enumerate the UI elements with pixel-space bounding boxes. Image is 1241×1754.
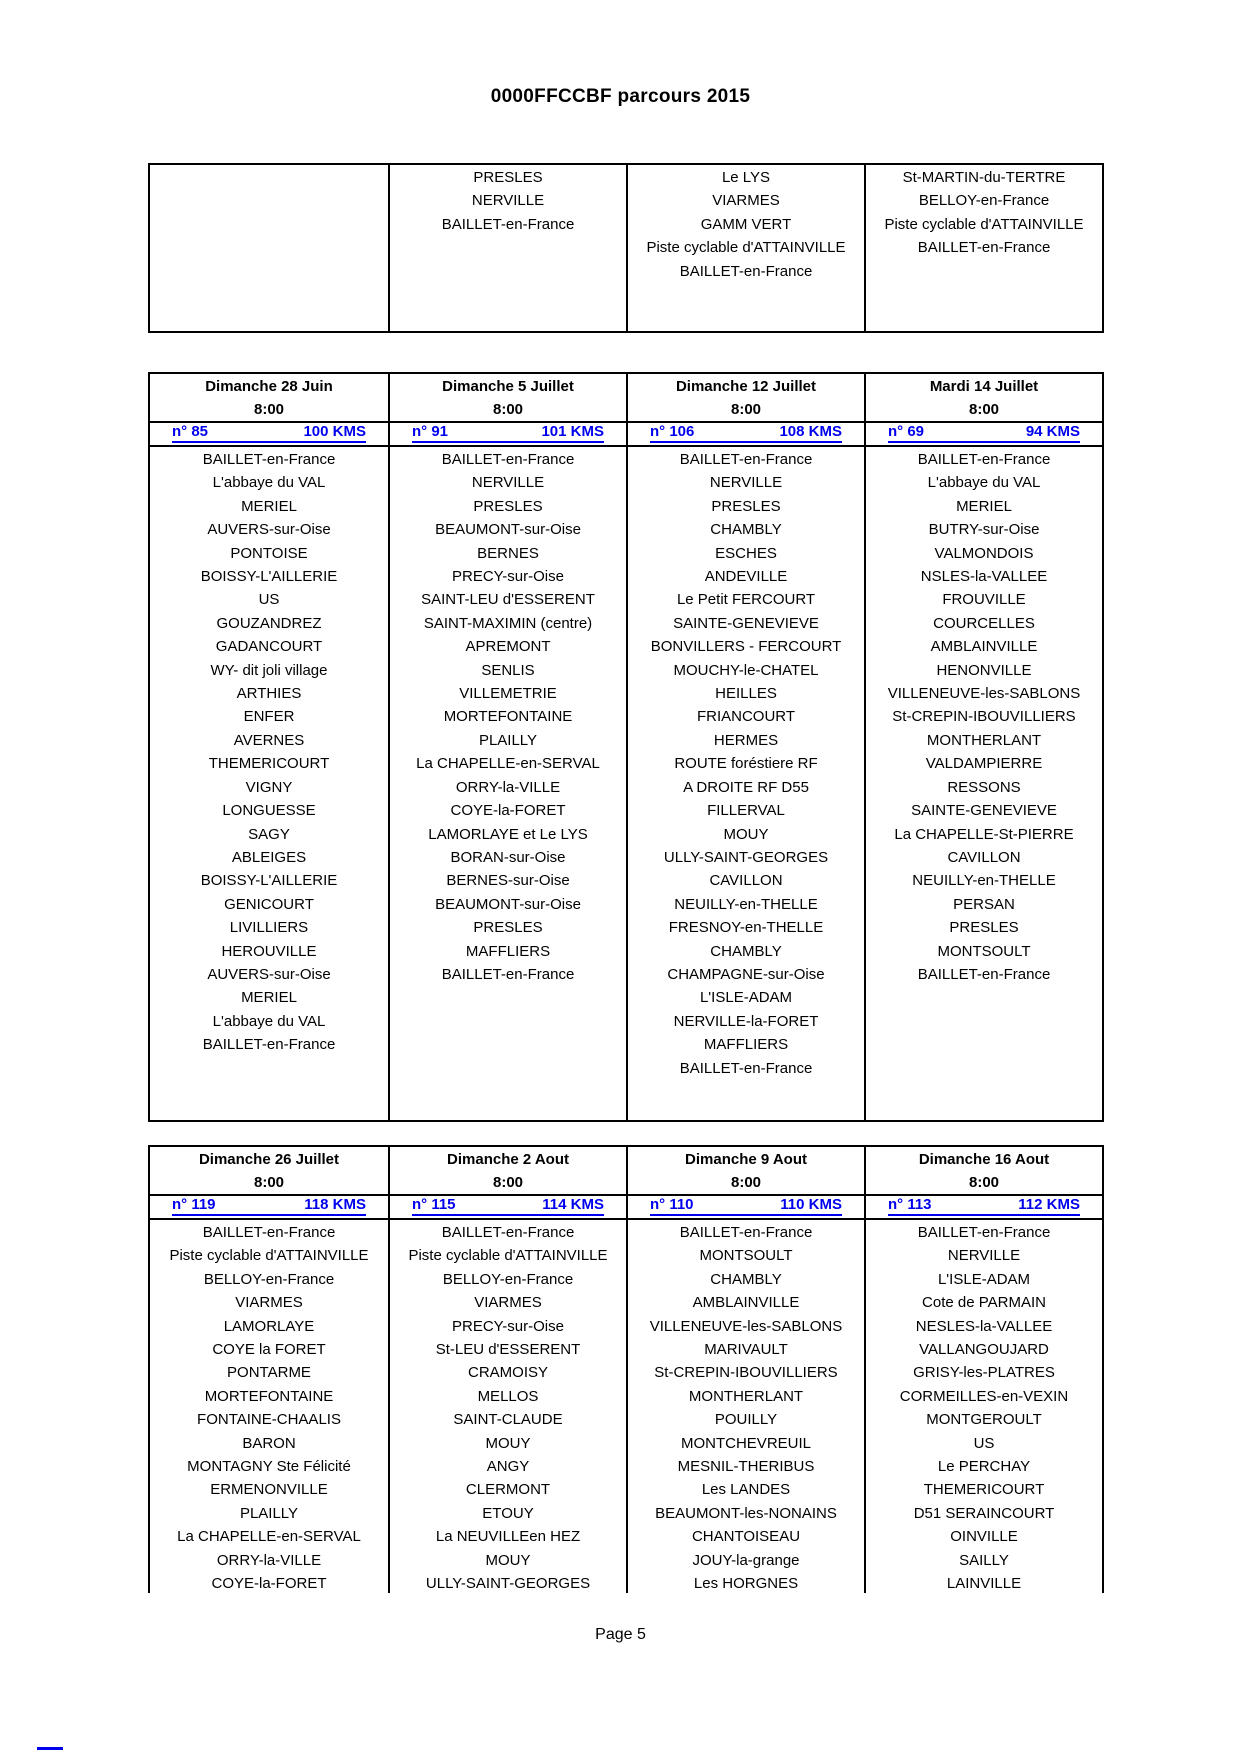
town-row: LAMORLAYE et Le LYS — [428, 825, 588, 843]
town-row: CAVILLON — [947, 848, 1021, 866]
town-row: BAILLET-en-France — [917, 1224, 1051, 1241]
town-row: VIARMES — [712, 192, 780, 210]
town-row: MESNIL-THERIBUS — [677, 1458, 815, 1476]
town-row: FRIANCOURT — [696, 708, 796, 726]
route-column — [388, 1147, 626, 1593]
town-row: HEILLES — [715, 685, 777, 703]
town-row: NEUILLY-en-THELLE — [912, 872, 1056, 890]
route-distance: 108 KMS — [779, 423, 842, 440]
town-row: VALLANGOUJARD — [919, 1341, 1049, 1359]
route-link[interactable] — [650, 1196, 842, 1216]
route-link[interactable] — [650, 423, 842, 443]
town-row: L'abbaye du VAL — [927, 474, 1041, 492]
town-row: MONTGEROULT — [926, 1411, 1042, 1429]
town-row: AMBLAINVILLE — [930, 638, 1038, 656]
town-row: NERVILLE — [471, 474, 545, 492]
town-row: BAILLET-en-France — [441, 1224, 575, 1241]
town-row: Les LANDES — [701, 1481, 791, 1499]
town-row: NERVILLE — [471, 192, 545, 210]
route-distance: 118 KMS — [304, 1196, 366, 1213]
route-distance: 94 KMS — [1025, 423, 1080, 440]
town-row: Le PERCHAY — [937, 1458, 1031, 1476]
town-row: APREMONT — [465, 638, 551, 656]
town-row: MERIEL — [241, 497, 297, 515]
town-row: PRESLES — [473, 919, 543, 937]
route-time: 8:00 — [492, 401, 524, 418]
route-row — [628, 423, 864, 447]
route-time: 8:00 — [968, 1174, 1000, 1191]
town-row: SAINT-LEU d'ESSERENT — [421, 591, 595, 609]
town-row: BERNES-sur-Oise — [446, 872, 570, 890]
town-list — [150, 165, 388, 166]
town-row: BAILLET-en-France — [679, 451, 813, 468]
town-row: BONVILLERS - FERCOURT — [650, 638, 842, 656]
route-row — [866, 423, 1102, 447]
column-header — [390, 1147, 626, 1196]
route-column — [150, 165, 388, 331]
town-list — [866, 1220, 1102, 1593]
town-row: MOUY — [485, 1434, 531, 1452]
town-row: CHAMBLY — [710, 521, 782, 539]
town-row: BAILLET-en-France — [441, 965, 575, 983]
town-row: MONTAGNY Ste Félicité — [187, 1458, 351, 1476]
route-time: 8:00 — [730, 401, 762, 418]
town-row: PRESLES — [949, 919, 1019, 937]
town-row: MELLOS — [477, 1387, 539, 1405]
town-row: PONTOISE — [230, 544, 308, 562]
town-row: SAINT-CLAUDE — [453, 1411, 563, 1429]
town-row: ANGY — [486, 1458, 530, 1476]
town-row: COURCELLES — [933, 614, 1035, 632]
town-row: MAFFLIERS — [465, 942, 551, 960]
route-link[interactable] — [172, 423, 366, 443]
town-row: SENLIS — [481, 661, 535, 679]
town-row: ERMENONVILLE — [210, 1481, 328, 1499]
town-row: US — [258, 591, 280, 609]
route-row — [390, 1196, 626, 1220]
town-row: BAILLET-en-France — [917, 239, 1051, 257]
town-row: L'abbaye du VAL — [212, 1012, 326, 1030]
town-list — [390, 165, 626, 236]
column-header — [150, 1147, 388, 1196]
town-row: MOUCHY-le-CHATEL — [673, 661, 819, 679]
town-row: VIARMES — [474, 1294, 542, 1312]
town-row: D51 SERAINCOURT — [913, 1504, 1055, 1522]
town-list — [150, 1220, 388, 1593]
town-row: Piste cyclable d'ATTAINVILLE — [169, 1247, 369, 1265]
route-link[interactable] — [412, 423, 604, 443]
town-row: VIGNY — [245, 778, 293, 796]
town-row: MONTCHEVREUIL — [680, 1434, 811, 1452]
town-row: FILLERVAL — [707, 802, 785, 820]
town-row: VIARMES — [235, 1294, 303, 1312]
footer-link-fragment[interactable] — [37, 1747, 63, 1750]
town-row: Piste cyclable d'ATTAINVILLE — [646, 239, 846, 257]
column-header — [866, 374, 1102, 423]
town-list — [390, 1220, 626, 1593]
route-number: n° 113 — [888, 1196, 932, 1213]
town-row: PLAILLY — [478, 731, 538, 749]
route-link[interactable] — [888, 423, 1080, 443]
route-number: n° 91 — [412, 423, 449, 440]
town-row: BAILLET-en-France — [917, 451, 1051, 468]
town-list — [866, 447, 1102, 986]
town-row: AVERNES — [233, 731, 305, 749]
town-row: BAILLET-en-France — [917, 965, 1051, 983]
town-row: GAMM VERT — [700, 215, 792, 233]
column-header — [150, 374, 388, 423]
town-row: VILLENEUVE-les-SABLONS — [649, 1317, 843, 1335]
town-row: MAFFLIERS — [703, 1036, 789, 1054]
town-row: BAILLET-en-France — [679, 1224, 813, 1241]
town-row: SAINTE-GENEVIEVE — [911, 802, 1057, 820]
town-row: POUILLY — [714, 1411, 778, 1429]
town-row: BELLOY-en-France — [918, 192, 1050, 210]
town-row: BOISSY-L'AILLERIE — [200, 568, 338, 586]
town-row: ORRY-la-VILLE — [216, 1551, 322, 1569]
town-row: GOUZANDREZ — [216, 614, 322, 632]
table-july-august — [148, 1145, 1104, 1593]
town-list — [866, 165, 1102, 260]
town-row: SAINT-MAXIMIN (centre) — [423, 614, 593, 632]
town-row: CHAMBLY — [710, 942, 782, 960]
route-number: n° 106 — [650, 423, 695, 440]
route-time: 8:00 — [253, 1174, 285, 1191]
route-number: n° 85 — [172, 423, 209, 440]
town-row: NERVILLE — [947, 1247, 1021, 1265]
town-row: MERIEL — [956, 497, 1012, 515]
town-row: St-MARTIN-du-TERTRE — [902, 169, 1066, 186]
town-row: LAINVILLE — [946, 1575, 1022, 1593]
town-row: CAVILLON — [709, 872, 783, 890]
route-column — [626, 1147, 864, 1593]
town-row: MONTSOULT — [699, 1247, 793, 1265]
town-row: ULLY-SAINT-GEORGES — [425, 1575, 591, 1593]
town-row: MOUY — [485, 1551, 531, 1569]
route-number: n° 115 — [412, 1196, 456, 1213]
town-row: VILLEMETRIE — [459, 685, 557, 703]
town-row: BERNES — [477, 544, 539, 562]
town-row: SAILLY — [959, 1551, 1009, 1569]
route-number: n° 119 — [172, 1196, 216, 1213]
route-link[interactable] — [888, 1196, 1080, 1216]
town-row: COYE la FORET — [212, 1341, 326, 1359]
town-row: ABLEIGES — [231, 848, 307, 866]
route-column — [150, 1147, 388, 1593]
town-row: MONTHERLANT — [688, 1387, 804, 1405]
town-row: THEMERICOURT — [923, 1481, 1045, 1499]
route-distance: 114 KMS — [542, 1196, 604, 1213]
town-row: L'abbaye du VAL — [212, 474, 326, 492]
town-row: MARIVAULT — [704, 1341, 788, 1359]
town-row: MOUY — [723, 825, 769, 843]
town-row: BARON — [242, 1434, 296, 1452]
column-header — [390, 374, 626, 423]
town-row: La CHAPELLE-en-SERVAL — [177, 1528, 361, 1546]
town-row: BUTRY-sur-Oise — [928, 521, 1040, 539]
town-row: Piste cyclable d'ATTAINVILLE — [884, 215, 1084, 233]
town-row: St-CREPIN-IBOUVILLIERS — [892, 708, 1076, 726]
town-row: PRECY-sur-Oise — [452, 1317, 564, 1335]
route-time: 8:00 — [968, 401, 1000, 418]
route-row — [150, 423, 388, 447]
town-row: FRESNOY-en-THELLE — [668, 919, 824, 937]
town-row: ESCHES — [715, 544, 777, 562]
town-row: MONTSOULT — [937, 942, 1031, 960]
town-row: ROUTE foréstiere RF — [674, 755, 818, 773]
town-row: RESSONS — [947, 778, 1021, 796]
town-row: GENICOURT — [224, 895, 314, 913]
town-row: PERSAN — [953, 895, 1015, 913]
town-row: NEUILLY-en-THELLE — [674, 895, 818, 913]
town-row: GADANCOURT — [215, 638, 323, 656]
town-list — [390, 447, 626, 986]
town-row: St-LEU d'ESSERENT — [435, 1341, 581, 1359]
route-date: Dimanche 2 Aout — [447, 1151, 569, 1168]
route-row — [628, 1196, 864, 1220]
route-distance: 110 KMS — [780, 1196, 842, 1213]
route-time: 8:00 — [253, 401, 285, 418]
town-row: BELLOY-en-France — [442, 1270, 574, 1288]
town-row: LIVILLIERS — [229, 919, 309, 937]
route-date: Dimanche 5 Juillet — [442, 378, 574, 395]
town-row: L'ISLE-ADAM — [937, 1270, 1031, 1288]
town-row: BEAUMONT-les-NONAINS — [655, 1504, 837, 1522]
route-column — [388, 374, 626, 1120]
town-row: BAILLET-en-France — [202, 451, 336, 468]
town-list — [628, 447, 864, 1080]
town-row: SAGY — [248, 825, 290, 843]
town-row: BAILLET-en-France — [441, 215, 575, 233]
town-row: PRESLES — [473, 497, 543, 515]
town-row: BOISSY-L'AILLERIE — [200, 872, 338, 890]
town-row: St-CREPIN-IBOUVILLIERS — [654, 1364, 838, 1382]
town-row: La CHAPELLE-en-SERVAL — [416, 755, 600, 773]
town-row: ARTHIES — [236, 685, 302, 703]
route-time: 8:00 — [730, 1174, 762, 1191]
town-row: NESLES-la-VALLEE — [915, 1317, 1053, 1335]
route-row — [390, 423, 626, 447]
town-row: PRESLES — [711, 497, 781, 515]
town-row: AMBLAINVILLE — [692, 1294, 800, 1312]
town-row: NERVILLE — [709, 474, 783, 492]
town-row: Cote de PARMAIN — [922, 1294, 1046, 1312]
route-column — [388, 165, 626, 331]
town-row: BAILLET-en-France — [441, 451, 575, 468]
town-row: OINVILLE — [950, 1528, 1018, 1546]
town-row: BELLOY-en-France — [203, 1270, 335, 1288]
town-row: COYE-la-FORET — [450, 802, 566, 820]
route-time: 8:00 — [492, 1174, 524, 1191]
route-date: Mardi 14 Juillet — [929, 378, 1039, 395]
town-row: HERMES — [713, 731, 779, 749]
town-row: GRISY-les-PLATRES — [913, 1364, 1055, 1382]
column-header — [866, 1147, 1102, 1196]
continuation-table — [148, 163, 1104, 333]
route-distance: 100 KMS — [303, 423, 366, 440]
town-row: BAILLET-en-France — [679, 262, 813, 280]
town-row: PRECY-sur-Oise — [452, 568, 564, 586]
town-row: LAMORLAYE — [223, 1317, 315, 1335]
route-column — [864, 165, 1102, 331]
town-row: NSLES-la-VALLEE — [920, 568, 1048, 586]
town-row: ORRY-la-VILLE — [455, 778, 561, 796]
town-row: NERVILLE-la-FORET — [673, 1012, 819, 1030]
town-row: AUVERS-sur-Oise — [207, 965, 331, 983]
route-link[interactable] — [412, 1196, 604, 1216]
town-row: BAILLET-en-France — [202, 1224, 336, 1241]
town-row: L'ISLE-ADAM — [699, 989, 793, 1007]
town-row: CHAMBLY — [710, 1270, 782, 1288]
town-row: CRAMOISY — [467, 1364, 548, 1382]
town-row: US — [973, 1434, 995, 1452]
town-row: CORMEILLES-en-VEXIN — [899, 1387, 1069, 1405]
town-list — [628, 165, 864, 283]
town-row: La NEUVILLEen HEZ — [435, 1528, 581, 1546]
town-row: COYE-la-FORET — [211, 1575, 327, 1593]
route-date: Dimanche 28 Juin — [205, 378, 333, 395]
route-date: Dimanche 16 Aout — [918, 1151, 1050, 1168]
town-list — [150, 447, 388, 1057]
town-row: CLERMONT — [465, 1481, 551, 1499]
route-column — [864, 374, 1102, 1120]
town-row: BAILLET-en-France — [202, 1036, 336, 1054]
route-column — [626, 374, 864, 1120]
town-row: HEROUVILLE — [221, 942, 317, 960]
town-row: VALMONDOIS — [934, 544, 1034, 562]
route-date: Dimanche 12 Juillet — [675, 378, 817, 395]
table-june-july — [148, 372, 1104, 1122]
column-header — [628, 374, 864, 423]
town-row: PONTARME — [227, 1364, 311, 1382]
route-link[interactable] — [172, 1196, 366, 1216]
town-row: BAILLET-en-France — [679, 1059, 813, 1077]
town-row: ANDEVILLE — [704, 568, 788, 586]
page-number: Page 5 — [595, 1626, 646, 1643]
town-row: HENONVILLE — [936, 661, 1032, 679]
town-row: CHAMPAGNE-sur-Oise — [667, 965, 825, 983]
route-number: n° 69 — [888, 423, 925, 440]
town-row: La CHAPELLE-St-PIERRE — [894, 825, 1074, 843]
town-row: AUVERS-sur-Oise — [207, 521, 331, 539]
route-row — [150, 1196, 388, 1220]
column-header — [628, 1147, 864, 1196]
route-distance: 101 KMS — [541, 423, 604, 440]
town-row: VALDAMPIERRE — [925, 755, 1043, 773]
town-row: JOUY-la-grange — [692, 1551, 800, 1569]
town-list — [628, 1220, 864, 1593]
town-row: BEAUMONT-sur-Oise — [435, 521, 581, 539]
page-title: 0000FFCCBF parcours 2015 — [490, 86, 751, 107]
town-row: MONTHERLANT — [926, 731, 1042, 749]
route-date: Dimanche 9 Aout — [685, 1151, 807, 1168]
town-row: THEMERICOURT — [208, 755, 330, 773]
town-row: LONGUESSE — [222, 802, 316, 820]
town-row: WY- dit joli village — [210, 661, 328, 679]
route-column — [150, 374, 388, 1120]
route-number: n° 110 — [650, 1196, 694, 1213]
town-row: Le Petit FERCOURT — [676, 591, 816, 609]
route-date: Dimanche 26 Juillet — [198, 1151, 340, 1168]
town-row: MORTEFONTAINE — [204, 1387, 334, 1405]
route-column — [626, 165, 864, 331]
town-row: ULLY-SAINT-GEORGES — [663, 848, 829, 866]
town-row: FROUVILLE — [942, 591, 1026, 609]
town-row: MERIEL — [241, 989, 297, 1007]
town-row: BORAN-sur-Oise — [450, 848, 566, 866]
town-row: PRESLES — [473, 169, 543, 186]
town-row: SAINTE-GENEVIEVE — [673, 614, 819, 632]
route-distance: 112 KMS — [1018, 1196, 1080, 1213]
town-row: Les HORGNES — [693, 1575, 799, 1593]
town-row: CHANTOISEAU — [691, 1528, 801, 1546]
route-row — [866, 1196, 1102, 1220]
town-row: FONTAINE-CHAALIS — [197, 1411, 341, 1429]
town-row: MORTEFONTAINE — [443, 708, 573, 726]
town-row: Le LYS — [721, 169, 771, 186]
town-row: PLAILLY — [239, 1504, 299, 1522]
route-column — [864, 1147, 1102, 1593]
town-row: VILLENEUVE-les-SABLONS — [887, 685, 1081, 703]
town-row: ENFER — [243, 708, 295, 726]
town-row: A DROITE RF D55 — [683, 778, 809, 796]
town-row: BEAUMONT-sur-Oise — [435, 895, 581, 913]
town-row: Piste cyclable d'ATTAINVILLE — [408, 1247, 608, 1265]
town-row: ETOUY — [482, 1504, 534, 1522]
